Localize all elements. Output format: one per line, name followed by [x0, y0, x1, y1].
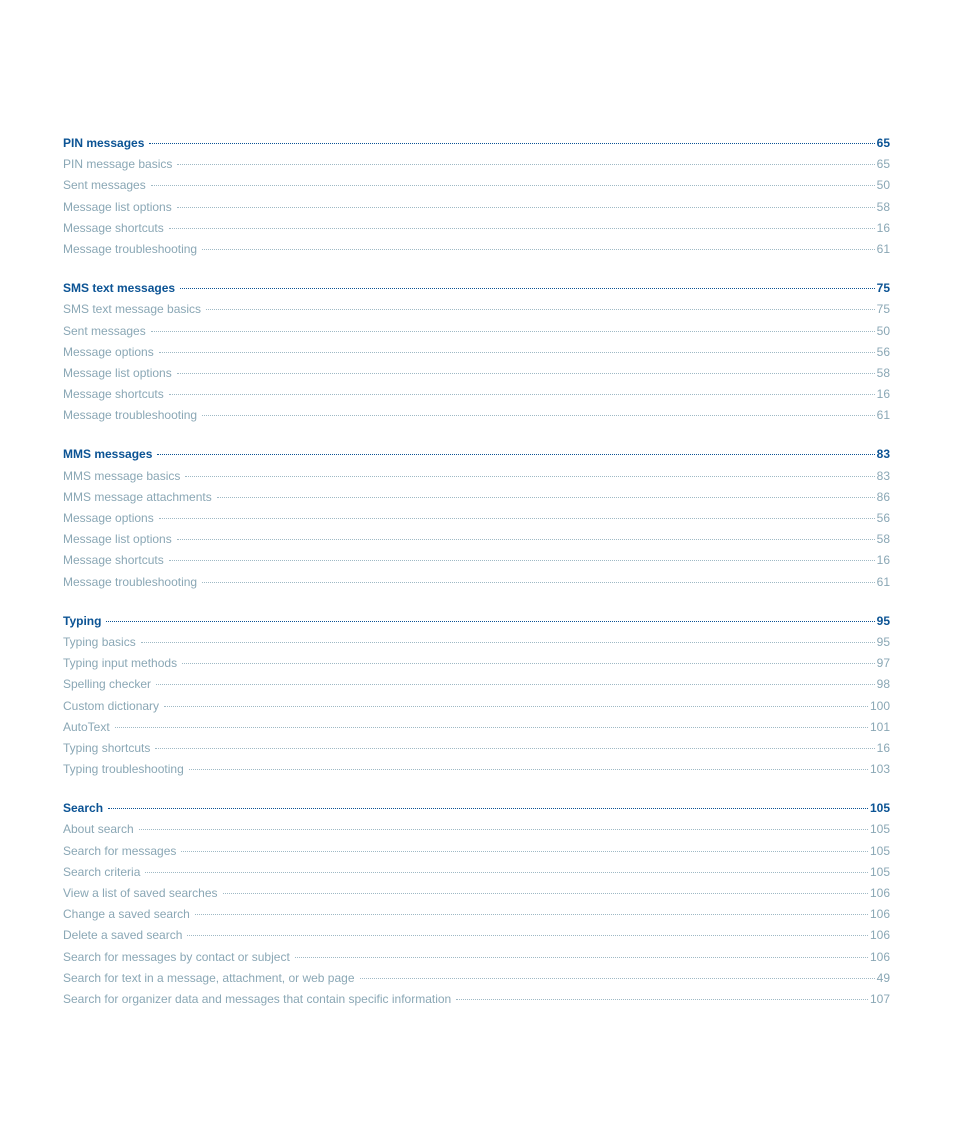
- toc-entry-page: 16: [876, 387, 890, 402]
- dot-leader: [177, 373, 875, 374]
- toc-section-heading[interactable]: [63, 278, 890, 299]
- toc-entry-page: 106: [869, 907, 890, 922]
- toc-entry[interactable]: [63, 384, 890, 405]
- toc-entry[interactable]: [63, 925, 890, 946]
- toc-entry-label: Message troubleshooting: [63, 241, 198, 256]
- toc-entry-page: 105: [869, 864, 890, 879]
- toc-entry-label: MMS message basics: [63, 468, 181, 483]
- toc-entry[interactable]: [63, 299, 890, 320]
- toc-entry-page: 58: [876, 365, 890, 380]
- toc-entry-page: 61: [876, 408, 890, 423]
- dot-leader: [177, 207, 875, 208]
- toc-entry-label: MMS message attachments: [63, 489, 212, 504]
- dot-leader: [169, 560, 875, 561]
- toc-entry-page: 75: [876, 302, 890, 317]
- toc-entry-label: Message options: [63, 511, 154, 525]
- toc-entry[interactable]: [63, 197, 890, 218]
- toc-heading-page: 75: [876, 281, 890, 296]
- dot-leader: [141, 642, 875, 643]
- dot-leader: [155, 748, 874, 749]
- toc-section: [63, 798, 890, 1010]
- toc-section-heading[interactable]: [63, 444, 890, 465]
- toc-entry-label: Custom dictionary: [63, 698, 160, 713]
- toc-entry[interactable]: [63, 239, 890, 260]
- toc-entry-page: 100: [869, 698, 890, 713]
- toc-entry-label: Search for text in a message, attachment, or web page: [63, 970, 355, 985]
- toc-entry[interactable]: [63, 342, 890, 363]
- toc-entry-page: 61: [876, 574, 890, 589]
- toc-entry[interactable]: [63, 841, 890, 862]
- toc-section: [63, 444, 890, 592]
- toc-entry-page: 101: [869, 719, 890, 734]
- toc-heading-page: 95: [876, 613, 890, 628]
- dot-leader: [177, 164, 874, 165]
- toc-section: [63, 278, 890, 426]
- toc-entry-label: Message shortcuts: [63, 387, 164, 402]
- toc-section: [63, 133, 890, 260]
- toc-entry[interactable]: [63, 883, 890, 904]
- toc-entry-label: Message troubleshooting: [63, 574, 198, 589]
- dot-leader: [151, 185, 875, 186]
- toc-entry-page: 86: [876, 489, 890, 504]
- toc-entry[interactable]: [63, 717, 890, 738]
- toc-entry-page: 58: [876, 532, 890, 547]
- dot-leader: [187, 935, 868, 936]
- toc-entry-page: 95: [876, 634, 890, 649]
- dot-leader: [223, 893, 868, 894]
- toc-entry-page: 61: [876, 241, 890, 256]
- dot-leader: [106, 621, 874, 622]
- toc-entry[interactable]: [63, 696, 890, 717]
- toc-entry-page: 106: [869, 949, 890, 964]
- toc-entry-label: Message list options: [63, 532, 172, 547]
- dot-leader: [169, 394, 875, 395]
- dot-leader: [145, 872, 868, 873]
- toc-heading-page: 105: [869, 801, 890, 816]
- toc-entry[interactable]: [63, 321, 890, 342]
- toc-entry-label: Message shortcuts: [63, 553, 164, 568]
- toc-entry[interactable]: [63, 738, 890, 759]
- toc-entry-page: 105: [869, 822, 890, 837]
- toc-entry-label: Message shortcuts: [63, 220, 164, 235]
- toc-entry-label: Change a saved search: [63, 907, 190, 922]
- dot-leader: [156, 684, 875, 685]
- toc-entry[interactable]: [63, 487, 890, 508]
- dot-leader: [456, 999, 868, 1000]
- toc-heading-title: MMS messages: [63, 447, 153, 462]
- toc-entry-page: 56: [876, 344, 890, 359]
- dot-leader: [195, 914, 868, 915]
- toc-entry[interactable]: [63, 862, 890, 883]
- toc-entry-page: 83: [876, 468, 890, 483]
- toc-entry[interactable]: [63, 759, 890, 780]
- toc-entry[interactable]: [63, 819, 890, 840]
- toc-entry-label: Typing troubleshooting: [63, 762, 184, 777]
- toc-heading-page: 65: [876, 136, 890, 150]
- dot-leader: [202, 249, 875, 250]
- toc-entry[interactable]: [63, 904, 890, 925]
- toc-entry-label: Sent messages: [63, 178, 146, 193]
- toc-heading-page: 83: [876, 447, 890, 462]
- dot-leader: [108, 808, 868, 809]
- toc-entry[interactable]: [63, 466, 890, 487]
- dot-leader: [149, 143, 874, 144]
- toc-entry[interactable]: [63, 550, 890, 571]
- toc-entry-page: 106: [869, 928, 890, 943]
- toc-entry-label: Message list options: [63, 199, 172, 214]
- dot-leader: [159, 518, 875, 519]
- toc-entry-page: 58: [876, 199, 890, 214]
- toc-entry-label: Spelling checker: [63, 677, 152, 692]
- dot-leader: [151, 331, 875, 332]
- dot-leader: [189, 769, 868, 770]
- toc-entry[interactable]: [63, 968, 890, 989]
- toc-entry[interactable]: [63, 218, 890, 239]
- toc-entry[interactable]: [63, 175, 890, 196]
- toc-heading-title: SMS text messages: [63, 281, 176, 296]
- toc-entry[interactable]: [63, 363, 890, 384]
- toc-entry-page: 103: [869, 762, 890, 777]
- toc-section-heading[interactable]: [63, 133, 890, 154]
- toc-entry-label: About search: [63, 822, 134, 837]
- toc-entry[interactable]: [63, 529, 890, 550]
- toc-entry-page: 56: [876, 511, 890, 525]
- toc-entry-label: SMS text message basics: [63, 302, 202, 317]
- toc-entry[interactable]: [63, 632, 890, 653]
- toc-entry-label: Search for messages: [63, 843, 177, 858]
- dot-leader: [202, 582, 875, 583]
- toc-entry-label: Search for messages by contact or subject: [63, 949, 290, 964]
- toc-entry-page: 50: [876, 178, 890, 193]
- dot-leader: [169, 228, 875, 229]
- toc-entry-page: 107: [869, 991, 890, 1006]
- toc-entry[interactable]: [63, 572, 890, 593]
- dot-leader: [217, 497, 875, 498]
- toc-entry-label: Message troubleshooting: [63, 408, 198, 423]
- toc-entry[interactable]: [63, 989, 890, 1010]
- toc-entry-page: 97: [876, 656, 890, 671]
- dot-leader: [180, 288, 875, 289]
- toc-entry-label: Search criteria: [63, 864, 141, 879]
- toc-entry-label: View a list of saved searches: [63, 886, 218, 900]
- dot-leader: [182, 663, 875, 664]
- toc-entry-label: Message options: [63, 344, 154, 359]
- toc-entry-page: 50: [876, 323, 890, 338]
- toc-entry[interactable]: [63, 405, 890, 426]
- table-of-contents: [63, 133, 890, 1028]
- toc-heading-title: PIN messages: [63, 136, 145, 150]
- toc-entry-label: Typing input methods: [63, 656, 178, 671]
- toc-entry-page: 16: [876, 553, 890, 568]
- toc-heading-title: Typing: [63, 613, 102, 628]
- toc-entry-label: Typing basics: [63, 634, 136, 649]
- toc-entry-page: 98: [876, 677, 890, 692]
- dot-leader: [164, 706, 868, 707]
- toc-entry-page: 16: [876, 740, 890, 755]
- toc-section-heading[interactable]: [63, 611, 890, 632]
- toc-heading-title: Search: [63, 801, 104, 816]
- toc-entry-label: AutoText: [63, 719, 110, 734]
- toc-entry-label: Search for organizer data and messages that contain specific information: [63, 991, 452, 1006]
- toc-entry-label: Delete a saved search: [63, 928, 183, 943]
- toc-entry-page: 105: [869, 843, 890, 858]
- toc-entry[interactable]: [63, 154, 890, 175]
- toc-section-heading[interactable]: [63, 798, 890, 819]
- dot-leader: [295, 957, 868, 958]
- dot-leader: [177, 539, 875, 540]
- dot-leader: [181, 851, 868, 852]
- toc-entry-label: Message list options: [63, 365, 172, 380]
- dot-leader: [115, 727, 868, 728]
- toc-entry[interactable]: [63, 674, 890, 695]
- toc-entry-page: 65: [876, 157, 890, 172]
- dot-leader: [185, 476, 874, 477]
- toc-entry-page: 16: [876, 220, 890, 235]
- toc-entry-page: 106: [869, 886, 890, 900]
- toc-entry[interactable]: [63, 653, 890, 674]
- toc-entry-label: PIN message basics: [63, 157, 173, 172]
- toc-section: [63, 611, 890, 781]
- toc-entry-page: 49: [876, 970, 890, 985]
- dot-leader: [159, 352, 875, 353]
- toc-entry[interactable]: [63, 947, 890, 968]
- dot-leader: [202, 415, 875, 416]
- dot-leader: [157, 454, 874, 455]
- dot-leader: [360, 978, 875, 979]
- toc-entry[interactable]: [63, 508, 890, 529]
- dot-leader: [139, 829, 868, 830]
- dot-leader: [206, 309, 875, 310]
- toc-entry-label: Sent messages: [63, 323, 146, 338]
- toc-entry-label: Typing shortcuts: [63, 740, 151, 755]
